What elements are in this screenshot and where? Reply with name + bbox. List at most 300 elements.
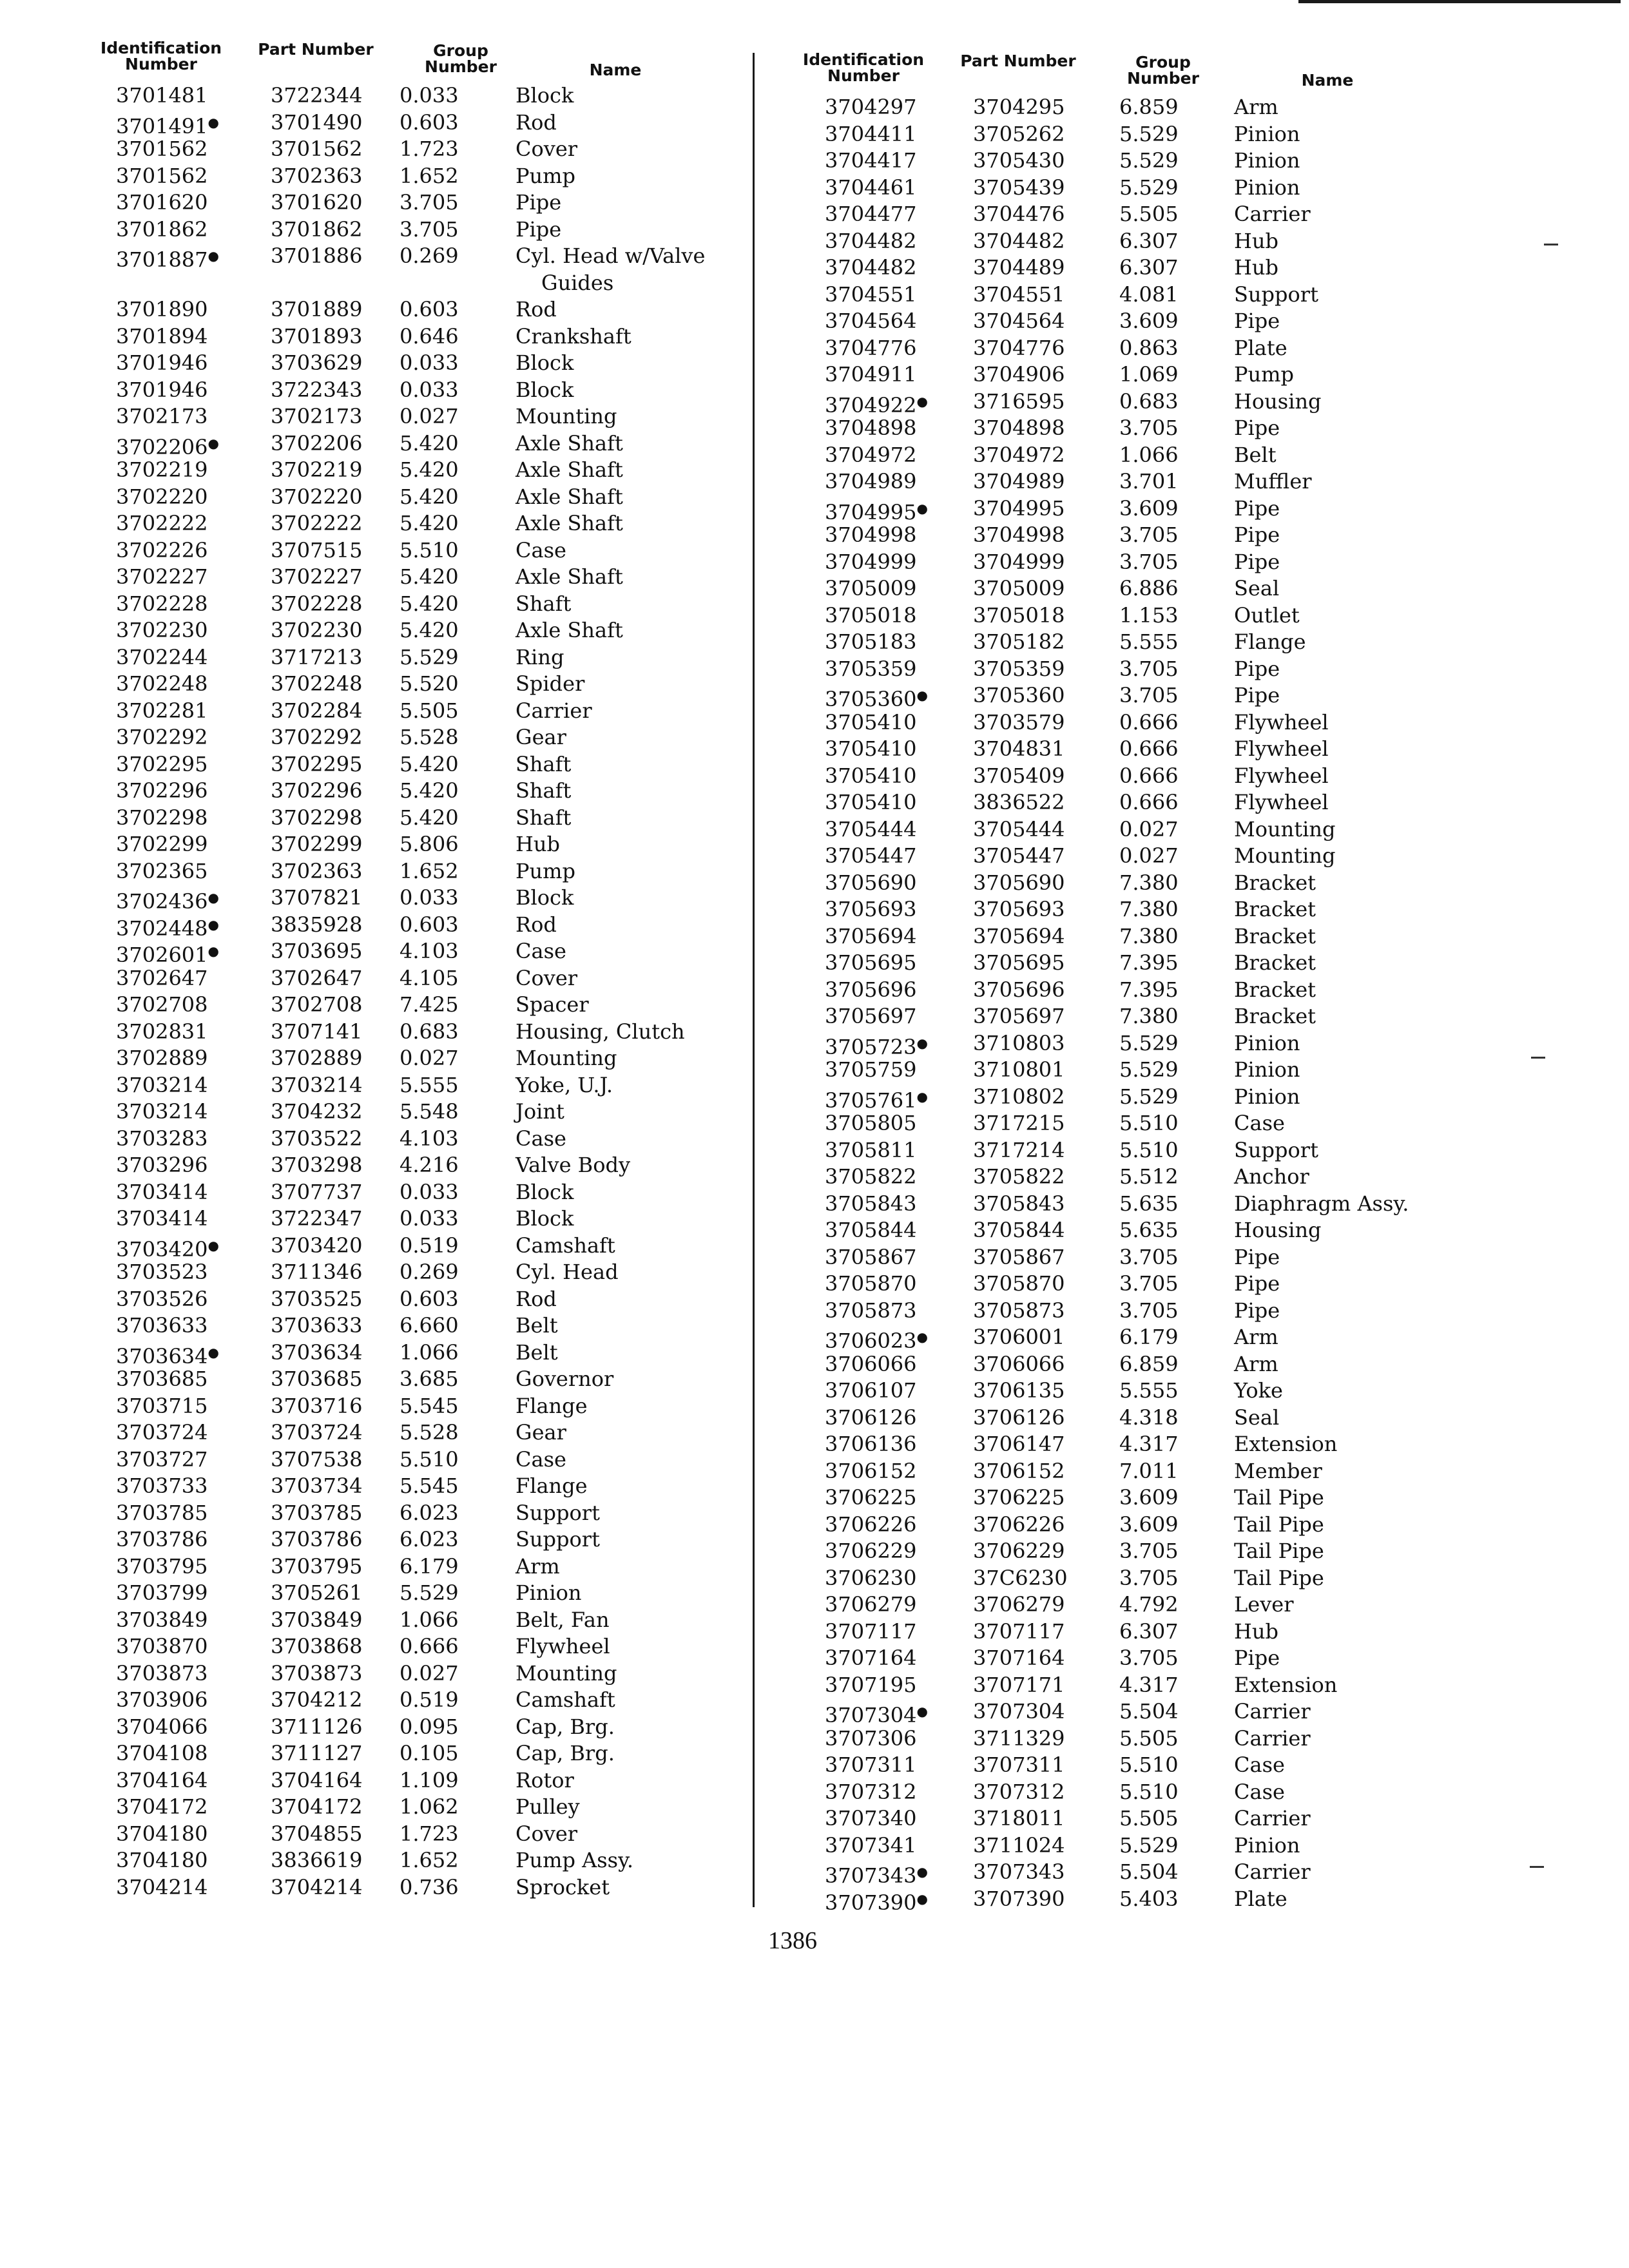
part-name: Pipe bbox=[1234, 416, 1280, 440]
group-number: 6.307 bbox=[1119, 255, 1179, 280]
group-number: 5.505 bbox=[400, 698, 459, 723]
part-number: 3703420 bbox=[271, 1233, 363, 1258]
table-row bbox=[97, 1366, 831, 1393]
part-name: Gear bbox=[516, 1420, 566, 1445]
part-name: Case bbox=[516, 1126, 566, 1151]
part-number: 3704164 bbox=[271, 1767, 363, 1792]
identification-number bbox=[116, 82, 208, 110]
group-number: 5.505 bbox=[1119, 1806, 1179, 1831]
table-row bbox=[97, 1152, 831, 1179]
group-number: 3.609 bbox=[1119, 1485, 1179, 1510]
part-name: Pinion bbox=[1234, 1057, 1300, 1082]
group-number: 3.705 bbox=[1119, 416, 1179, 440]
part-name: Spider bbox=[516, 671, 585, 696]
part-number: 3705697 bbox=[973, 1004, 1065, 1028]
group-number: 7.380 bbox=[1119, 923, 1179, 948]
part-number: 3703795 bbox=[271, 1553, 363, 1579]
part-name: Bracket bbox=[1234, 870, 1316, 895]
group-number: 5.545 bbox=[400, 1393, 459, 1418]
part-number: 3701620 bbox=[271, 190, 363, 215]
part-name: Pump bbox=[516, 858, 575, 883]
group-number: 5.555 bbox=[1119, 1378, 1179, 1403]
group-number: 5.529 bbox=[400, 1581, 459, 1605]
group-number: 0.666 bbox=[1119, 736, 1179, 761]
table-row bbox=[799, 736, 1534, 763]
identification-number-value: 3702244 bbox=[116, 644, 208, 669]
identification-number-value: 3702448 bbox=[116, 916, 208, 941]
table-row bbox=[799, 1271, 1534, 1298]
identification-number bbox=[825, 1057, 917, 1084]
identification-number-value: 3704551 bbox=[825, 282, 917, 307]
group-number: 0.646 bbox=[400, 323, 459, 349]
part-name: Housing, Clutch bbox=[516, 1019, 685, 1044]
table-row bbox=[799, 1886, 1534, 1913]
group-number: 1.652 bbox=[400, 1848, 459, 1872]
identification-number bbox=[116, 724, 208, 751]
part-number: 3702220 bbox=[271, 484, 363, 509]
part-name: Bracket bbox=[1234, 1004, 1316, 1028]
identification-number-value: 3702295 bbox=[116, 751, 208, 776]
identification-number bbox=[116, 1714, 208, 1741]
group-number: 6.660 bbox=[400, 1313, 459, 1338]
group-number: 5.505 bbox=[1119, 202, 1179, 226]
table-row bbox=[97, 1473, 831, 1500]
part-number: 3705261 bbox=[271, 1581, 363, 1605]
identification-number-value: 3701890 bbox=[116, 297, 208, 322]
identification-number bbox=[116, 644, 208, 671]
identification-number-value: 3704989 bbox=[825, 469, 917, 494]
table-row bbox=[97, 1126, 831, 1153]
identification-number bbox=[825, 1458, 917, 1485]
identification-number-value: 3706136 bbox=[825, 1432, 917, 1456]
identification-number-value: 3705410 bbox=[825, 763, 917, 788]
bullet-icon: ● bbox=[207, 248, 219, 264]
identification-number bbox=[825, 1351, 917, 1378]
identification-number bbox=[825, 1110, 917, 1137]
table-row bbox=[97, 1607, 831, 1634]
identification-number-value: 3702248 bbox=[116, 671, 208, 696]
identification-number bbox=[116, 1340, 219, 1370]
table-row bbox=[799, 1378, 1534, 1405]
part-number: 3718011 bbox=[973, 1806, 1065, 1831]
identification-number-value: 3702298 bbox=[116, 805, 208, 830]
part-name: Mounting bbox=[1234, 843, 1336, 868]
part-number: 3704172 bbox=[271, 1794, 363, 1819]
table-row bbox=[97, 778, 831, 805]
part-number: 3702295 bbox=[271, 751, 363, 776]
group-number: 5.420 bbox=[400, 564, 459, 589]
part-name: Cyl. Head bbox=[516, 1260, 619, 1284]
group-number: 7.011 bbox=[1119, 1458, 1179, 1483]
part-number: 3710803 bbox=[973, 1030, 1065, 1055]
part-number: 3704295 bbox=[973, 95, 1065, 119]
part-number: 3702228 bbox=[271, 591, 363, 616]
identification-number bbox=[825, 335, 917, 362]
identification-number-value: 3703633 bbox=[116, 1313, 208, 1338]
part-name: Tail Pipe bbox=[1234, 1485, 1324, 1510]
identification-number bbox=[116, 751, 208, 778]
identification-number-value: 3701894 bbox=[116, 323, 208, 349]
identification-number bbox=[116, 1072, 208, 1099]
part-number: 3702230 bbox=[271, 618, 363, 642]
part-number: 3835928 bbox=[271, 912, 363, 937]
group-number: 0.027 bbox=[400, 1046, 459, 1070]
part-name: Pipe bbox=[1234, 656, 1280, 681]
table-row bbox=[97, 1233, 831, 1260]
part-number: 3705693 bbox=[973, 897, 1065, 921]
identification-number bbox=[116, 992, 208, 1019]
identification-number bbox=[825, 121, 917, 148]
identification-number-value: 3705359 bbox=[825, 656, 917, 681]
identification-number bbox=[825, 709, 917, 736]
identification-number-value: 3704164 bbox=[116, 1767, 208, 1792]
part-number: 3704998 bbox=[973, 523, 1065, 547]
part-number: 3706135 bbox=[973, 1378, 1065, 1403]
group-number: 0.027 bbox=[1119, 816, 1179, 841]
group-number: 0.027 bbox=[400, 1660, 459, 1686]
table-row bbox=[97, 1072, 831, 1099]
part-name: Carrier bbox=[1234, 1725, 1311, 1751]
group-number: 0.603 bbox=[400, 110, 459, 135]
identification-number bbox=[825, 495, 928, 526]
part-name: Carrier bbox=[1234, 202, 1311, 226]
part-number: 3704989 bbox=[973, 469, 1065, 494]
part-number: 3705696 bbox=[973, 977, 1065, 1002]
table-row bbox=[97, 885, 831, 912]
table-row bbox=[799, 389, 1534, 416]
identification-number bbox=[116, 1767, 208, 1794]
bullet-icon: ● bbox=[916, 1704, 928, 1719]
table-row bbox=[799, 201, 1534, 228]
identification-number-value: 3706126 bbox=[825, 1405, 917, 1430]
part-number: 3707312 bbox=[973, 1779, 1065, 1804]
part-name: Sprocket bbox=[516, 1874, 610, 1899]
part-number: 3703734 bbox=[271, 1474, 363, 1498]
part-name: Pinion bbox=[1234, 148, 1300, 173]
group-number: 5.510 bbox=[1119, 1779, 1179, 1804]
part-name: Flange bbox=[1234, 629, 1306, 654]
identification-number bbox=[825, 94, 917, 121]
identification-number bbox=[116, 1607, 208, 1634]
identification-number-value: 3704972 bbox=[825, 442, 917, 467]
table-row bbox=[799, 1565, 1534, 1592]
identification-number-value: 3705867 bbox=[825, 1244, 917, 1269]
table-row bbox=[97, 1633, 831, 1660]
identification-number-value: 3703420 bbox=[116, 1236, 208, 1262]
table-row bbox=[97, 1821, 831, 1848]
group-number: 5.512 bbox=[1119, 1164, 1179, 1189]
identification-number-value: 3702230 bbox=[116, 618, 208, 642]
identification-number-value: 3703795 bbox=[116, 1553, 208, 1579]
identification-number-value: 3703906 bbox=[116, 1687, 208, 1712]
identification-number bbox=[116, 564, 208, 591]
part-number: 3704999 bbox=[973, 549, 1065, 574]
part-number: 3703298 bbox=[271, 1153, 363, 1177]
identification-number bbox=[116, 1312, 208, 1340]
identification-number-value: 3704066 bbox=[116, 1714, 208, 1739]
part-number: 3707737 bbox=[271, 1179, 363, 1204]
identification-number bbox=[116, 1393, 208, 1420]
group-number: 0.666 bbox=[400, 1634, 459, 1658]
identification-number bbox=[825, 1217, 917, 1244]
part-name: Extension bbox=[1234, 1672, 1338, 1697]
part-name: Pipe bbox=[1234, 309, 1280, 333]
part-name: Pinion bbox=[1234, 1832, 1300, 1858]
identification-number-value: 3703634 bbox=[116, 1343, 208, 1369]
group-number: 0.033 bbox=[400, 1206, 459, 1231]
identification-number-value: 3704995 bbox=[825, 499, 917, 524]
identification-number bbox=[116, 1259, 208, 1286]
group-number: 7.425 bbox=[400, 992, 459, 1017]
identification-number bbox=[825, 1003, 917, 1030]
identification-number-value: 3705759 bbox=[825, 1057, 917, 1082]
identification-number-value: 3705696 bbox=[825, 977, 917, 1002]
part-number: 3707171 bbox=[973, 1672, 1065, 1697]
part-name: Axle Shaft bbox=[516, 484, 623, 509]
part-name: Support bbox=[1234, 282, 1318, 307]
table-row bbox=[799, 629, 1534, 656]
bullet-icon: ● bbox=[207, 943, 219, 959]
identification-number-value: 3702601 bbox=[116, 943, 208, 967]
group-number: 0.105 bbox=[400, 1741, 459, 1765]
table-row bbox=[97, 1740, 831, 1767]
identification-number-value: 3702299 bbox=[116, 832, 208, 856]
identification-number bbox=[825, 415, 917, 442]
bullet-icon: ● bbox=[207, 435, 219, 451]
group-number: 5.505 bbox=[1119, 1725, 1179, 1751]
bullet-icon: ● bbox=[207, 114, 219, 130]
part-number: 3707821 bbox=[271, 885, 363, 910]
identification-number-value: 3702206 bbox=[116, 434, 208, 459]
part-number: 3702363 bbox=[271, 858, 363, 883]
table-row bbox=[799, 1805, 1534, 1832]
part-number: 3704855 bbox=[271, 1821, 363, 1846]
identification-number bbox=[825, 736, 917, 763]
part-name: Camshaft bbox=[516, 1687, 615, 1712]
identification-number-value: 3706023 bbox=[825, 1329, 917, 1353]
table-row bbox=[799, 1645, 1534, 1672]
group-number: 0.033 bbox=[400, 351, 459, 375]
table-row bbox=[97, 858, 831, 885]
part-name: Block bbox=[516, 351, 574, 375]
table-row bbox=[97, 992, 831, 1019]
part-name: Tail Pipe bbox=[1234, 1565, 1324, 1590]
identification-number-value: 3704922 bbox=[825, 392, 917, 418]
table-row bbox=[97, 216, 831, 244]
identification-number bbox=[116, 1045, 208, 1072]
identification-number bbox=[116, 1126, 208, 1153]
identification-number bbox=[825, 1832, 917, 1860]
group-number: 4.081 bbox=[1119, 282, 1179, 307]
part-number: 3704212 bbox=[271, 1687, 363, 1712]
part-number: 3705360 bbox=[973, 683, 1065, 707]
identification-number bbox=[116, 1366, 208, 1393]
identification-number-value: 3704214 bbox=[116, 1874, 208, 1899]
header-identification-number: Identification Number bbox=[802, 50, 925, 85]
group-number: 1.062 bbox=[400, 1794, 459, 1819]
table-row bbox=[97, 430, 831, 457]
identification-number-value: 3703685 bbox=[116, 1367, 208, 1391]
part-name: Rod bbox=[516, 297, 557, 322]
part-name: Mounting bbox=[516, 404, 617, 428]
part-number: 3705843 bbox=[973, 1191, 1065, 1216]
identification-number-value: 3704180 bbox=[116, 1848, 208, 1872]
part-name: Lever bbox=[1234, 1592, 1294, 1617]
part-number: 3704476 bbox=[973, 202, 1065, 226]
part-name: Pinion bbox=[1234, 1030, 1300, 1055]
identification-number-value: 3704297 bbox=[825, 95, 917, 119]
group-number: 0.033 bbox=[400, 377, 459, 402]
part-number: 3705018 bbox=[973, 602, 1065, 628]
group-number: 5.403 bbox=[1119, 1886, 1179, 1911]
bullet-icon: ● bbox=[207, 890, 219, 905]
part-number: 3705873 bbox=[973, 1298, 1065, 1323]
identification-number bbox=[825, 602, 917, 629]
group-number: 5.510 bbox=[1119, 1111, 1179, 1135]
table-row bbox=[799, 1832, 1534, 1860]
table-row bbox=[799, 1538, 1534, 1565]
identification-number-value: 3705844 bbox=[825, 1218, 917, 1242]
identification-number-value: 3703733 bbox=[116, 1474, 208, 1498]
part-number: 3705444 bbox=[973, 816, 1065, 841]
group-number: 1.652 bbox=[400, 858, 459, 883]
group-number: 3.705 bbox=[1119, 656, 1179, 681]
part-number: 3705439 bbox=[973, 175, 1065, 200]
part-number: 3704831 bbox=[973, 736, 1065, 761]
identification-number bbox=[825, 228, 917, 255]
group-number: 0.683 bbox=[400, 1019, 459, 1044]
part-number: 3702227 bbox=[271, 564, 363, 589]
header-identification-number: Identification Number bbox=[100, 39, 222, 73]
part-name: Gear bbox=[516, 725, 566, 749]
identification-number bbox=[825, 1886, 928, 1917]
table-row bbox=[97, 1019, 831, 1046]
table-row bbox=[97, 377, 831, 404]
table-row bbox=[799, 656, 1534, 683]
part-name: Crankshaft bbox=[516, 323, 631, 349]
identification-number-value: 3702889 bbox=[116, 1046, 208, 1070]
group-number: 5.635 bbox=[1119, 1191, 1179, 1216]
identification-number-value: 3704180 bbox=[116, 1821, 208, 1846]
table-row bbox=[799, 1030, 1534, 1057]
identification-number-value: 3703526 bbox=[116, 1286, 208, 1311]
part-name: Joint bbox=[516, 1099, 564, 1124]
table-row bbox=[97, 1687, 831, 1714]
table-row bbox=[799, 950, 1534, 977]
part-name: Pulley bbox=[516, 1794, 580, 1819]
identification-number-value: 3701862 bbox=[116, 216, 208, 242]
identification-number bbox=[825, 1298, 917, 1325]
table-row bbox=[799, 1298, 1534, 1325]
identification-number bbox=[116, 1500, 208, 1527]
identification-number-value: 3705761 bbox=[825, 1088, 917, 1113]
group-number: 5.504 bbox=[1119, 1699, 1179, 1724]
identification-number bbox=[116, 110, 219, 140]
part-name: Block bbox=[516, 1179, 574, 1204]
group-number: 3.685 bbox=[400, 1367, 459, 1391]
identification-number-value: 3703849 bbox=[116, 1607, 208, 1632]
part-number: 3722344 bbox=[271, 83, 363, 108]
group-number: 0.519 bbox=[400, 1233, 459, 1258]
table-row bbox=[97, 1500, 831, 1527]
identification-number-value: 3704999 bbox=[825, 549, 917, 574]
identification-number-value: 3705360 bbox=[825, 687, 917, 711]
table-row bbox=[97, 1179, 831, 1206]
group-number: 5.555 bbox=[1119, 629, 1179, 654]
identification-number-value: 3703799 bbox=[116, 1581, 208, 1605]
identification-number bbox=[116, 457, 208, 484]
part-number: 3706147 bbox=[973, 1432, 1065, 1456]
part-name: Pump bbox=[516, 163, 575, 188]
part-name: Belt bbox=[516, 1313, 558, 1338]
identification-number bbox=[825, 1591, 917, 1619]
group-number: 5.420 bbox=[400, 430, 459, 456]
part-name: Yoke bbox=[1234, 1378, 1283, 1403]
part-number: 3705870 bbox=[973, 1271, 1065, 1296]
identification-number bbox=[825, 1405, 917, 1432]
identification-number-value: 3702281 bbox=[116, 698, 208, 723]
part-name: Flywheel bbox=[516, 1634, 610, 1658]
table-row bbox=[97, 1312, 831, 1340]
identification-number bbox=[116, 831, 208, 858]
identification-number bbox=[116, 189, 208, 216]
identification-number bbox=[825, 361, 917, 389]
group-number: 5.420 bbox=[400, 751, 459, 776]
identification-number bbox=[116, 296, 208, 323]
identification-number-value: 3702222 bbox=[116, 511, 208, 535]
identification-number bbox=[116, 858, 208, 885]
part-number: 3711346 bbox=[271, 1260, 363, 1284]
group-number: 1.153 bbox=[1119, 602, 1179, 628]
part-number: 3707343 bbox=[973, 1860, 1065, 1884]
table-row bbox=[799, 763, 1534, 790]
part-number: 3705695 bbox=[973, 950, 1065, 975]
group-number: 0.095 bbox=[400, 1714, 459, 1739]
identification-number-value: 3701620 bbox=[116, 190, 208, 215]
part-name: Axle Shaft bbox=[516, 430, 623, 456]
part-name: Spacer bbox=[516, 992, 589, 1017]
part-number: 3705430 bbox=[973, 148, 1065, 173]
group-number: 3.705 bbox=[1119, 1244, 1179, 1269]
part-name: Shaft bbox=[516, 751, 572, 776]
part-name: Hub bbox=[516, 832, 560, 856]
identification-number-value: 3705695 bbox=[825, 950, 917, 975]
identification-number-value: 3706229 bbox=[825, 1539, 917, 1563]
identification-number bbox=[116, 1740, 208, 1767]
table-row bbox=[97, 82, 831, 110]
group-number: 5.510 bbox=[1119, 1753, 1179, 1777]
group-number: 6.179 bbox=[400, 1553, 459, 1579]
part-name: Block bbox=[516, 1206, 574, 1231]
identification-number-value: 3707343 bbox=[825, 1863, 917, 1888]
table-row bbox=[799, 1779, 1534, 1806]
part-name: Carrier bbox=[1234, 1860, 1311, 1884]
identification-number-value: 3705444 bbox=[825, 816, 917, 841]
identification-number bbox=[116, 1633, 208, 1660]
identification-number-value: 3701562 bbox=[116, 137, 208, 161]
identification-number-value: 3705723 bbox=[825, 1034, 917, 1059]
part-name: Carrier bbox=[1234, 1699, 1311, 1724]
part-name: Pipe bbox=[1234, 1271, 1280, 1296]
table-row bbox=[799, 442, 1534, 469]
left-header bbox=[97, 37, 831, 82]
part-name: Pinion bbox=[1234, 1084, 1300, 1109]
part-number: 3702647 bbox=[271, 965, 363, 990]
identification-number bbox=[825, 1191, 917, 1218]
part-name: Case bbox=[1234, 1779, 1285, 1804]
identification-number-value: 3706152 bbox=[825, 1458, 917, 1483]
identification-number-value: 3705822 bbox=[825, 1164, 917, 1189]
